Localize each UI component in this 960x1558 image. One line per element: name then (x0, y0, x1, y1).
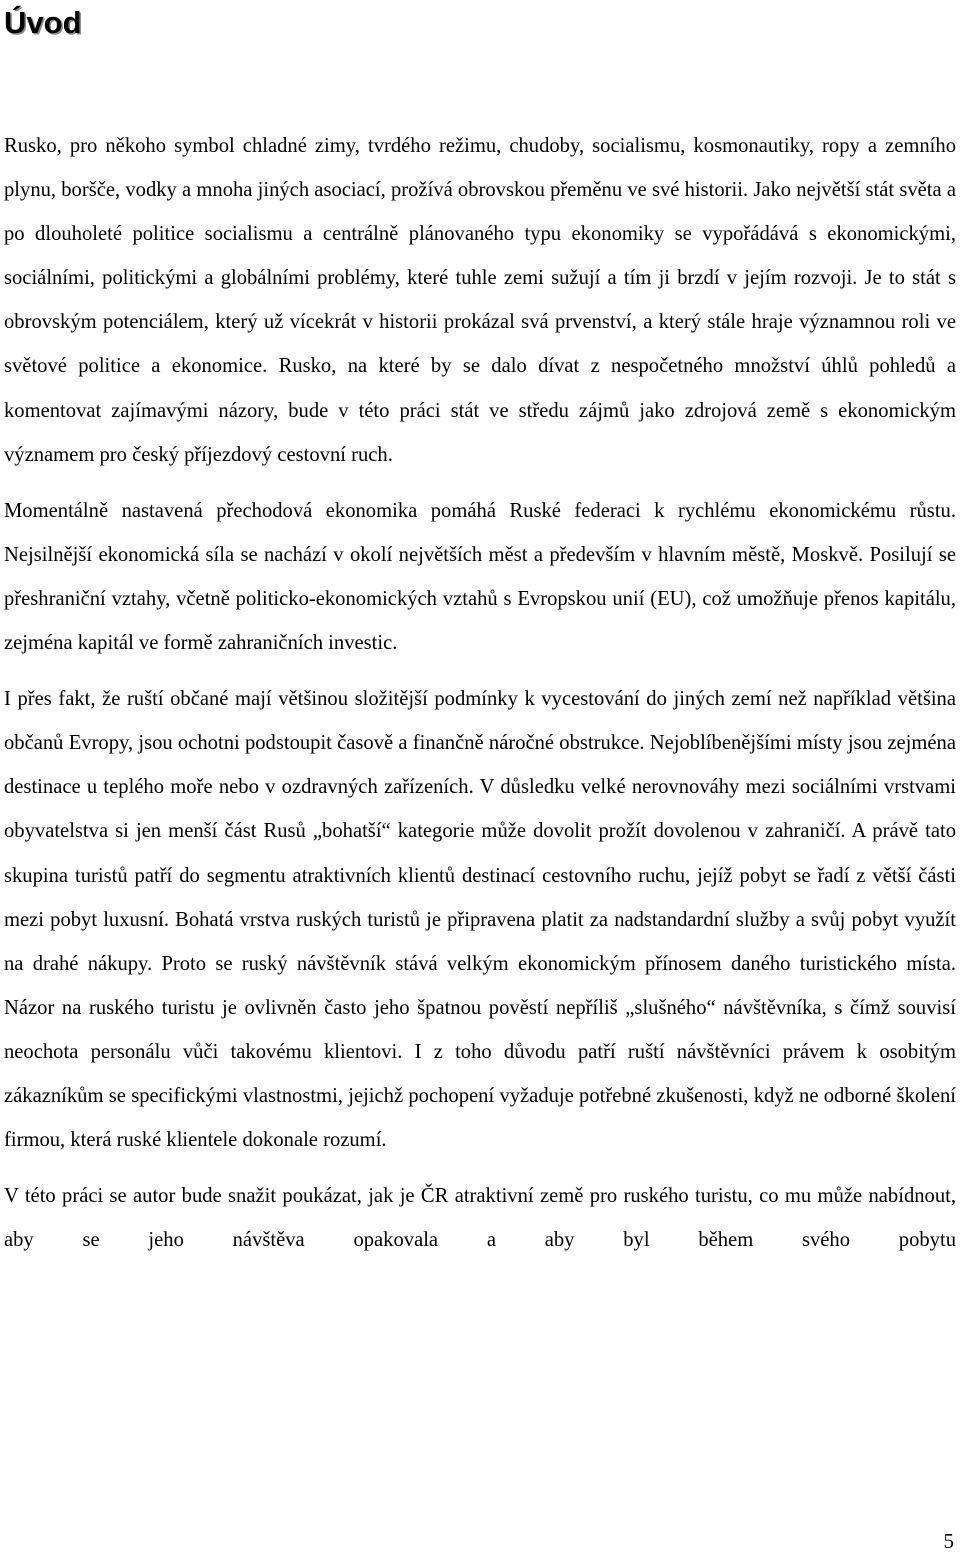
paragraph-economy: Momentálně nastavená přechodová ekonomika pomáhá Ruské federaci k rychlému ekonomickému růstu. Nejsilnější ekonomická síla se nachází v okolí největších měst a především v hlavním městě, Moskvě. Posilují se přeshraniční vztahy, včetně politicko-ekonomických vztahů s Evropskou unií (EU), což umožňuje přenos kapitálu, zejména kapitál ve formě zahraničních investic. (4, 499, 956, 655)
paragraph-tourists: I přes fakt, že ruští občané mají většinou složitější podmínky k vycestování do jiných zemí než například většina občanů Evropy, jsou ochotni podstoupit časově a finančně náročné obstrukce. Nejoblíbenějšími místy jsou zejména destinace u teplého moře nebo v ozdravných zařízeních. V důsledku velké nerovnováhy mezi sociálními vrstvami obyvatelstva si jen menší část Rusů „bohatší“ kategorie může dovolit prožít dovolenou v zahraničí. A právě tato skupina turistů patří do segmentu atraktivních klientů destinací cestovního ruchu, jejíž pobyt se řadí z větší části mezi pobyt luxusní. Bohatá vrstva ruských turistů je připravena platit za nadstandardní služby a svůj pobyt využít na drahé nákupy. Proto se ruský návštěvník stává velkým ekonomickým přínosem daného turistického místa. Názor na ruského turistu je ovlivněn často jeho špatnou pověstí nepříliš „slušného“ návštěvníka, s čímž souvisí neochota personálu vůči takovému klientovi. I z toho důvodu patří ruští návštěvníci právem k osobitým zákazníkům se specifickými vlastnostmi, jejichž pochopení vyžaduje potřebné zkušenosti, když ne odborné školení firmou, která ruské klientele dokonale rozumí. (4, 688, 956, 1152)
document-body (4, 124, 956, 1274)
page-number: 5 (943, 1529, 954, 1553)
paragraph-aim: V této práci se autor bude snažit poukázat, jak je ČR atraktivní země pro ruského turistu, co mu může nabídnout, aby se jeho návštěva opakovala a aby byl během svého pobytu (4, 1185, 956, 1252)
section-heading: Úvod (4, 5, 82, 40)
paragraph-intro: Rusko, pro někoho symbol chladné zimy, tvrdého režimu, chudoby, socialismu, kosmonautiky, ropy a zemního plynu, boršče, vodky a mnoha jiných asociací, prožívá obrovskou přeměnu ve své historii. Jako největší stát světa a po dlouholeté politice socialismu a centrálně plánovaného typu ekonomiky se vypořádává s ekonomickými, sociálními, politickými a globálními problémy, které tuhle zemi sužují a tím ji brzdí v jejím rozvoji. Je to stát s obrovským potenciálem, který už vícekrát v historii prokázal svá prvenství, a který stále hraje významnou roli ve světové politice a ekonomice. Rusko, na které by se dalo dívat z nespočetného množství úhlů pohledů a komentovat zajímavými názory, bude v této práci stát ve středu zájmů jako zdrojová země s ekonomickým významem pro český příjezdový cestovní ruch. (4, 135, 956, 466)
